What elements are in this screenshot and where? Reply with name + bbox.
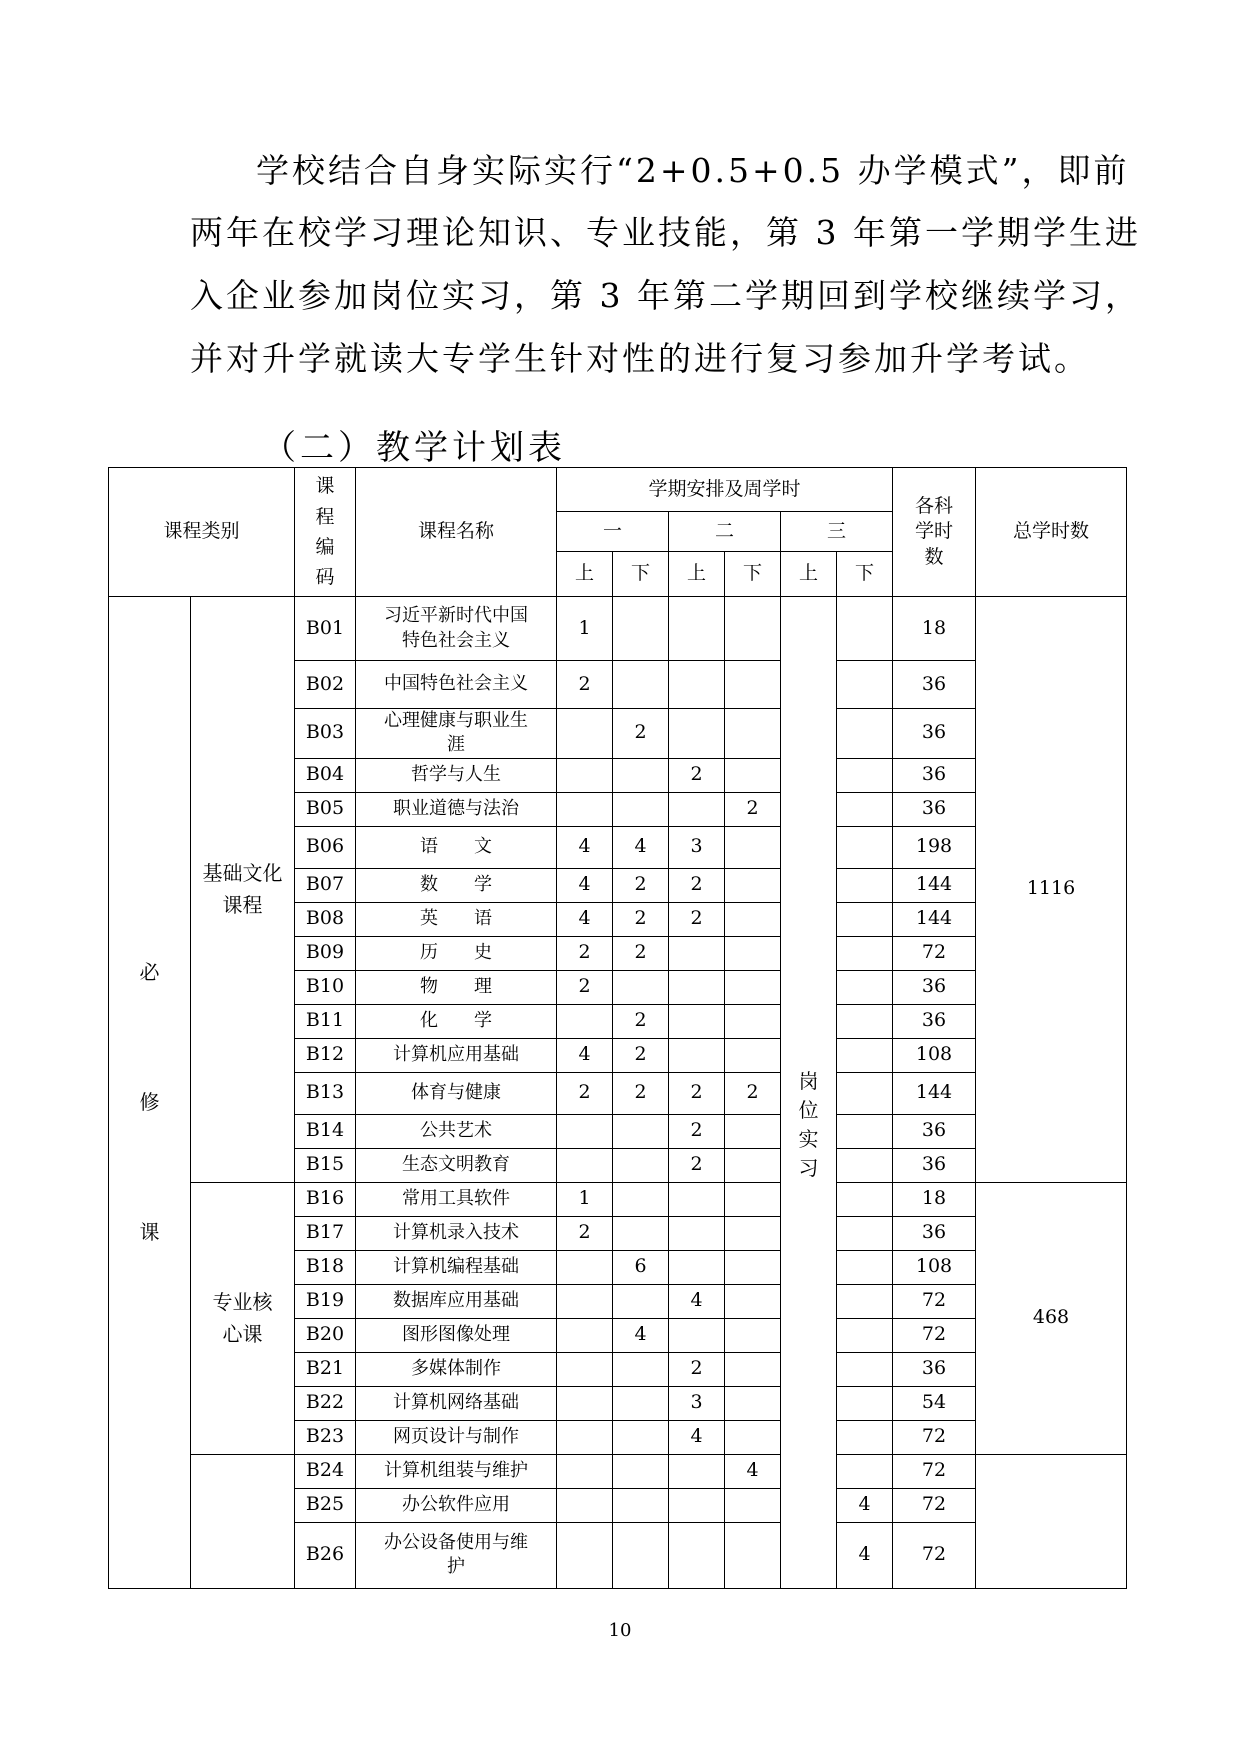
course-code: B24 bbox=[295, 1454, 356, 1488]
course-name-text: 语 文 bbox=[420, 835, 492, 857]
semester-3-hours bbox=[669, 1038, 725, 1072]
semester-3-hours: 2 bbox=[669, 1148, 725, 1182]
semester-4-hours bbox=[725, 970, 781, 1004]
course-name-text: 办公设备使用与维护 bbox=[384, 1531, 528, 1578]
header-code bbox=[295, 468, 356, 597]
course-name bbox=[356, 1420, 557, 1454]
semester-1-hours bbox=[557, 1454, 613, 1488]
required-course-label bbox=[109, 597, 191, 1589]
course-code: B25 bbox=[295, 1488, 356, 1522]
course-name-text: 计算机应用基础 bbox=[393, 1043, 519, 1065]
semester-3-hours bbox=[669, 661, 725, 709]
semester-2-hours bbox=[613, 1148, 669, 1182]
course-name bbox=[356, 970, 557, 1004]
course-code: B04 bbox=[295, 758, 356, 792]
semester-6-hours bbox=[837, 970, 893, 1004]
semester-2-hours bbox=[613, 1454, 669, 1488]
course-name bbox=[356, 661, 557, 709]
course-name bbox=[356, 1284, 557, 1318]
semester-4-hours bbox=[725, 1522, 781, 1588]
semester-2-hours: 2 bbox=[613, 1038, 669, 1072]
semester-2-hours bbox=[613, 1522, 669, 1588]
header-semester-group: 学期安排及周学时 bbox=[557, 468, 893, 512]
header-category: 课程类别 bbox=[109, 468, 295, 597]
semester-1-hours: 4 bbox=[557, 902, 613, 936]
group-professional-core bbox=[191, 1182, 295, 1454]
table-row bbox=[109, 1454, 1127, 1488]
course-name-text: 化 学 bbox=[420, 1009, 492, 1031]
teaching-plan-table bbox=[108, 467, 1127, 1589]
semester-2-hours bbox=[613, 1420, 669, 1454]
header-year-1: 一 bbox=[557, 512, 669, 552]
semester-3-hours bbox=[669, 1318, 725, 1352]
semester-1-hours bbox=[557, 1250, 613, 1284]
semester-2-hours bbox=[613, 597, 669, 661]
semester-2-hours bbox=[613, 970, 669, 1004]
semester-3-hours bbox=[669, 936, 725, 970]
semester-6-hours bbox=[837, 1216, 893, 1250]
semester-1-hours bbox=[557, 1522, 613, 1588]
semester-1-hours: 2 bbox=[557, 1216, 613, 1250]
semester-3-hours bbox=[669, 970, 725, 1004]
section-subtitle: （二）教学计划表 bbox=[262, 428, 566, 468]
semester-3-hours bbox=[669, 1004, 725, 1038]
header-code-text: 课程编码 bbox=[315, 475, 335, 589]
course-hours: 54 bbox=[893, 1386, 976, 1420]
course-hours: 18 bbox=[893, 1182, 976, 1216]
course-name-text: 中国特色社会主义 bbox=[384, 673, 528, 695]
course-name bbox=[356, 1114, 557, 1148]
course-code: B11 bbox=[295, 1004, 356, 1038]
semester-2-hours: 2 bbox=[613, 936, 669, 970]
semester-1-hours bbox=[557, 1318, 613, 1352]
semester-4-hours bbox=[725, 936, 781, 970]
semester-4-hours bbox=[725, 826, 781, 868]
semester-2-hours bbox=[613, 661, 669, 709]
group-basic-culture-label: 基础文化课程 bbox=[202, 861, 283, 918]
semester-3-hours: 2 bbox=[669, 868, 725, 902]
semester-6-hours bbox=[837, 1420, 893, 1454]
semester-1-hours: 4 bbox=[557, 1038, 613, 1072]
course-name-text: 生态文明教育 bbox=[402, 1153, 510, 1175]
semester-2-hours: 4 bbox=[613, 1318, 669, 1352]
group-total-basic: 1116 bbox=[976, 597, 1127, 1183]
course-hours: 144 bbox=[893, 1072, 976, 1114]
semester-3-hours: 2 bbox=[669, 758, 725, 792]
table-row bbox=[109, 597, 1127, 661]
semester-1-hours: 2 bbox=[557, 661, 613, 709]
course-code: B07 bbox=[295, 868, 356, 902]
course-code: B14 bbox=[295, 1114, 356, 1148]
semester-2-hours bbox=[613, 758, 669, 792]
semester-6-hours bbox=[837, 1318, 893, 1352]
semester-4-hours: 4 bbox=[725, 1454, 781, 1488]
course-name bbox=[356, 1216, 557, 1250]
header-row bbox=[109, 468, 1127, 512]
course-code: B16 bbox=[295, 1182, 356, 1216]
semester-2-hours: 2 bbox=[613, 709, 669, 759]
semester-3-hours: 3 bbox=[669, 1386, 725, 1420]
course-name bbox=[356, 826, 557, 868]
course-hours: 144 bbox=[893, 868, 976, 902]
group-basic-culture bbox=[191, 597, 295, 1183]
semester-4-hours bbox=[725, 661, 781, 709]
course-hours: 36 bbox=[893, 758, 976, 792]
semester-6-hours bbox=[837, 709, 893, 759]
header-half: 下 bbox=[837, 552, 893, 597]
semester-1-hours bbox=[557, 1114, 613, 1148]
semester-1-hours: 1 bbox=[557, 1182, 613, 1216]
semester-2-hours bbox=[613, 1352, 669, 1386]
semester-1-hours: 4 bbox=[557, 826, 613, 868]
course-hours: 72 bbox=[893, 1420, 976, 1454]
header-name: 课程名称 bbox=[356, 468, 557, 597]
course-hours: 36 bbox=[893, 1004, 976, 1038]
semester-6-hours bbox=[837, 1284, 893, 1318]
semester-6-hours bbox=[837, 1250, 893, 1284]
course-name-text: 计算机网络基础 bbox=[393, 1391, 519, 1413]
course-code: B17 bbox=[295, 1216, 356, 1250]
semester-1-hours bbox=[557, 792, 613, 826]
semester-3-hours bbox=[669, 1488, 725, 1522]
internship-label: 岗位实习 bbox=[798, 1069, 819, 1180]
course-name-text: 英 语 bbox=[420, 907, 492, 929]
semester-3-hours bbox=[669, 792, 725, 826]
header-hours bbox=[893, 468, 976, 597]
semester-1-hours bbox=[557, 1352, 613, 1386]
semester-6-hours bbox=[837, 868, 893, 902]
semester-1-hours: 2 bbox=[557, 1072, 613, 1114]
semester-4-hours bbox=[725, 1148, 781, 1182]
group-total-core: 468 bbox=[976, 1182, 1127, 1454]
course-hours: 72 bbox=[893, 1454, 976, 1488]
semester-3-hours: 3 bbox=[669, 826, 725, 868]
course-hours: 198 bbox=[893, 826, 976, 868]
course-code: B03 bbox=[295, 709, 356, 759]
semester-2-hours: 4 bbox=[613, 826, 669, 868]
course-name-text: 办公软件应用 bbox=[402, 1493, 510, 1515]
semester-6-hours bbox=[837, 936, 893, 970]
course-hours: 72 bbox=[893, 1318, 976, 1352]
course-hours: 72 bbox=[893, 1488, 976, 1522]
semester-3-hours bbox=[669, 1216, 725, 1250]
semester-2-hours: 2 bbox=[613, 902, 669, 936]
course-name-text: 计算机录入技术 bbox=[393, 1221, 519, 1243]
header-half: 上 bbox=[557, 552, 613, 597]
semester-1-hours bbox=[557, 1284, 613, 1318]
semester-1-hours bbox=[557, 1420, 613, 1454]
course-name bbox=[356, 902, 557, 936]
internship-cell bbox=[781, 597, 837, 1589]
semester-1-hours: 2 bbox=[557, 936, 613, 970]
course-hours: 144 bbox=[893, 902, 976, 936]
header-half: 上 bbox=[781, 552, 837, 597]
semester-2-hours bbox=[613, 1114, 669, 1148]
semester-4-hours bbox=[725, 1352, 781, 1386]
paragraph-line: 并对升学就读大专学生针对性的进行复习参加升学考试。 bbox=[190, 339, 1090, 378]
header-total: 总学时数 bbox=[976, 468, 1127, 597]
course-hours: 72 bbox=[893, 1522, 976, 1588]
course-name bbox=[356, 1522, 557, 1588]
semester-6-hours bbox=[837, 1148, 893, 1182]
semester-3-hours: 4 bbox=[669, 1420, 725, 1454]
course-name-text: 习近平新时代中国特色社会主义 bbox=[384, 605, 528, 651]
semester-1-hours bbox=[557, 1488, 613, 1522]
paragraph-line: 两年在校学习理论知识、专业技能，第 3 年第一学期学生进 bbox=[190, 213, 1141, 252]
semester-3-hours: 2 bbox=[669, 902, 725, 936]
semester-2-hours: 2 bbox=[613, 868, 669, 902]
course-name-text: 计算机组装与维护 bbox=[384, 1459, 528, 1481]
semester-6-hours bbox=[837, 1386, 893, 1420]
course-name bbox=[356, 868, 557, 902]
course-hours: 36 bbox=[893, 661, 976, 709]
required-course-text: 必修课 bbox=[139, 960, 160, 1244]
course-name bbox=[356, 1454, 557, 1488]
semester-3-hours: 2 bbox=[669, 1072, 725, 1114]
course-hours: 36 bbox=[893, 792, 976, 826]
semester-4-hours bbox=[725, 1114, 781, 1148]
group-professional-core-label: 专业核心课 bbox=[212, 1290, 273, 1347]
semester-6-hours bbox=[837, 758, 893, 792]
course-hours: 36 bbox=[893, 709, 976, 759]
header-half: 上 bbox=[669, 552, 725, 597]
semester-2-hours bbox=[613, 1284, 669, 1318]
semester-6-hours bbox=[837, 826, 893, 868]
course-name bbox=[356, 597, 557, 661]
semester-1-hours bbox=[557, 709, 613, 759]
semester-4-hours bbox=[725, 758, 781, 792]
course-code: B23 bbox=[295, 1420, 356, 1454]
header-half: 下 bbox=[725, 552, 781, 597]
course-code: B01 bbox=[295, 597, 356, 661]
semester-6-hours bbox=[837, 661, 893, 709]
header-year-2: 二 bbox=[669, 512, 781, 552]
course-hours: 108 bbox=[893, 1038, 976, 1072]
semester-1-hours bbox=[557, 1386, 613, 1420]
course-code: B10 bbox=[295, 970, 356, 1004]
semester-2-hours: 2 bbox=[613, 1004, 669, 1038]
semester-6-hours bbox=[837, 1114, 893, 1148]
semester-4-hours bbox=[725, 1284, 781, 1318]
semester-4-hours: 2 bbox=[725, 792, 781, 826]
course-hours: 36 bbox=[893, 970, 976, 1004]
course-hours: 36 bbox=[893, 1148, 976, 1182]
semester-2-hours: 2 bbox=[613, 1072, 669, 1114]
semester-4-hours bbox=[725, 1216, 781, 1250]
course-name-text: 常用工具软件 bbox=[402, 1187, 510, 1209]
semester-3-hours: 2 bbox=[669, 1352, 725, 1386]
semester-6-hours bbox=[837, 1004, 893, 1038]
course-name bbox=[356, 1038, 557, 1072]
course-name bbox=[356, 1318, 557, 1352]
course-code: B26 bbox=[295, 1522, 356, 1588]
course-name bbox=[356, 1386, 557, 1420]
semester-4-hours bbox=[725, 1318, 781, 1352]
semester-1-hours: 2 bbox=[557, 970, 613, 1004]
course-code: B08 bbox=[295, 902, 356, 936]
semester-3-hours bbox=[669, 1182, 725, 1216]
semester-4-hours bbox=[725, 1420, 781, 1454]
semester-6-hours bbox=[837, 1038, 893, 1072]
course-code: B13 bbox=[295, 1072, 356, 1114]
course-code: B15 bbox=[295, 1148, 356, 1182]
course-name-text: 数 学 bbox=[420, 873, 492, 895]
course-code: B21 bbox=[295, 1352, 356, 1386]
semester-2-hours bbox=[613, 792, 669, 826]
course-code: B22 bbox=[295, 1386, 356, 1420]
semester-4-hours bbox=[725, 1182, 781, 1216]
semester-6-hours bbox=[837, 1454, 893, 1488]
course-name bbox=[356, 1250, 557, 1284]
course-name-text: 图形图像处理 bbox=[402, 1323, 510, 1345]
header-hours-text: 各科学时数 bbox=[914, 494, 953, 568]
course-name bbox=[356, 1182, 557, 1216]
course-hours: 108 bbox=[893, 1250, 976, 1284]
course-name-text: 历 史 bbox=[420, 941, 492, 963]
course-name bbox=[356, 1352, 557, 1386]
semester-6-hours bbox=[837, 792, 893, 826]
course-hours: 36 bbox=[893, 1216, 976, 1250]
course-name bbox=[356, 1148, 557, 1182]
semester-3-hours bbox=[669, 1522, 725, 1588]
semester-4-hours bbox=[725, 902, 781, 936]
course-hours: 36 bbox=[893, 1114, 976, 1148]
semester-2-hours: 6 bbox=[613, 1250, 669, 1284]
semester-3-hours: 2 bbox=[669, 1114, 725, 1148]
table-row bbox=[109, 1182, 1127, 1216]
header-year-3: 三 bbox=[781, 512, 893, 552]
course-code: B20 bbox=[295, 1318, 356, 1352]
course-name-text: 计算机编程基础 bbox=[393, 1255, 519, 1277]
course-name-text: 体育与健康 bbox=[411, 1081, 501, 1103]
course-code: B09 bbox=[295, 936, 356, 970]
semester-1-hours: 1 bbox=[557, 597, 613, 661]
semester-3-hours bbox=[669, 1454, 725, 1488]
course-name bbox=[356, 709, 557, 759]
page-number: 10 bbox=[608, 1620, 632, 1641]
semester-6-hours bbox=[837, 902, 893, 936]
course-name-text: 多媒体制作 bbox=[411, 1357, 501, 1379]
course-hours: 72 bbox=[893, 1284, 976, 1318]
semester-6-hours: 4 bbox=[837, 1488, 893, 1522]
paragraph-line: 入企业参加岗位实习，第 3 年第二学期回到学校继续学习， bbox=[190, 276, 1141, 315]
semester-6-hours bbox=[837, 597, 893, 661]
semester-6-hours bbox=[837, 1352, 893, 1386]
course-code: B19 bbox=[295, 1284, 356, 1318]
semester-1-hours bbox=[557, 758, 613, 792]
course-name-text: 心理健康与职业生涯 bbox=[384, 710, 528, 756]
semester-1-hours: 4 bbox=[557, 868, 613, 902]
course-name-text: 公共艺术 bbox=[420, 1119, 492, 1141]
paragraph-line: 学校结合自身实际实行“2+0.5+0.5 办学模式”，即前 bbox=[256, 151, 1130, 190]
semester-4-hours bbox=[725, 1386, 781, 1420]
group-total-empty bbox=[976, 1454, 1127, 1588]
course-name bbox=[356, 1072, 557, 1114]
course-name-text: 物 理 bbox=[420, 975, 492, 997]
semester-3-hours: 4 bbox=[669, 1284, 725, 1318]
course-name bbox=[356, 758, 557, 792]
semester-2-hours bbox=[613, 1182, 669, 1216]
course-name-text: 职业道德与法治 bbox=[393, 797, 519, 819]
semester-3-hours bbox=[669, 709, 725, 759]
course-hours: 36 bbox=[893, 1352, 976, 1386]
semester-1-hours bbox=[557, 1148, 613, 1182]
course-code: B05 bbox=[295, 792, 356, 826]
course-hours: 18 bbox=[893, 597, 976, 661]
semester-4-hours bbox=[725, 709, 781, 759]
semester-2-hours bbox=[613, 1216, 669, 1250]
semester-6-hours bbox=[837, 1072, 893, 1114]
semester-4-hours bbox=[725, 1488, 781, 1522]
semester-3-hours bbox=[669, 597, 725, 661]
course-name bbox=[356, 936, 557, 970]
course-name-text: 数据库应用基础 bbox=[393, 1289, 519, 1311]
semester-2-hours bbox=[613, 1488, 669, 1522]
semester-4-hours bbox=[725, 868, 781, 902]
course-code: B18 bbox=[295, 1250, 356, 1284]
semester-2-hours bbox=[613, 1386, 669, 1420]
group-unnamed bbox=[191, 1454, 295, 1588]
course-name bbox=[356, 792, 557, 826]
course-name-text: 哲学与人生 bbox=[411, 763, 501, 785]
course-code: B12 bbox=[295, 1038, 356, 1072]
course-hours: 72 bbox=[893, 936, 976, 970]
course-name bbox=[356, 1004, 557, 1038]
semester-4-hours bbox=[725, 1250, 781, 1284]
semester-4-hours bbox=[725, 1038, 781, 1072]
semester-4-hours: 2 bbox=[725, 1072, 781, 1114]
header-half: 下 bbox=[613, 552, 669, 597]
course-name bbox=[356, 1488, 557, 1522]
course-name-text: 网页设计与制作 bbox=[393, 1425, 519, 1447]
semester-6-hours bbox=[837, 1182, 893, 1216]
semester-6-hours: 4 bbox=[837, 1522, 893, 1588]
course-code: B06 bbox=[295, 826, 356, 868]
semester-4-hours bbox=[725, 1004, 781, 1038]
semester-4-hours bbox=[725, 597, 781, 661]
semester-3-hours bbox=[669, 1250, 725, 1284]
semester-1-hours bbox=[557, 1004, 613, 1038]
course-code: B02 bbox=[295, 661, 356, 709]
